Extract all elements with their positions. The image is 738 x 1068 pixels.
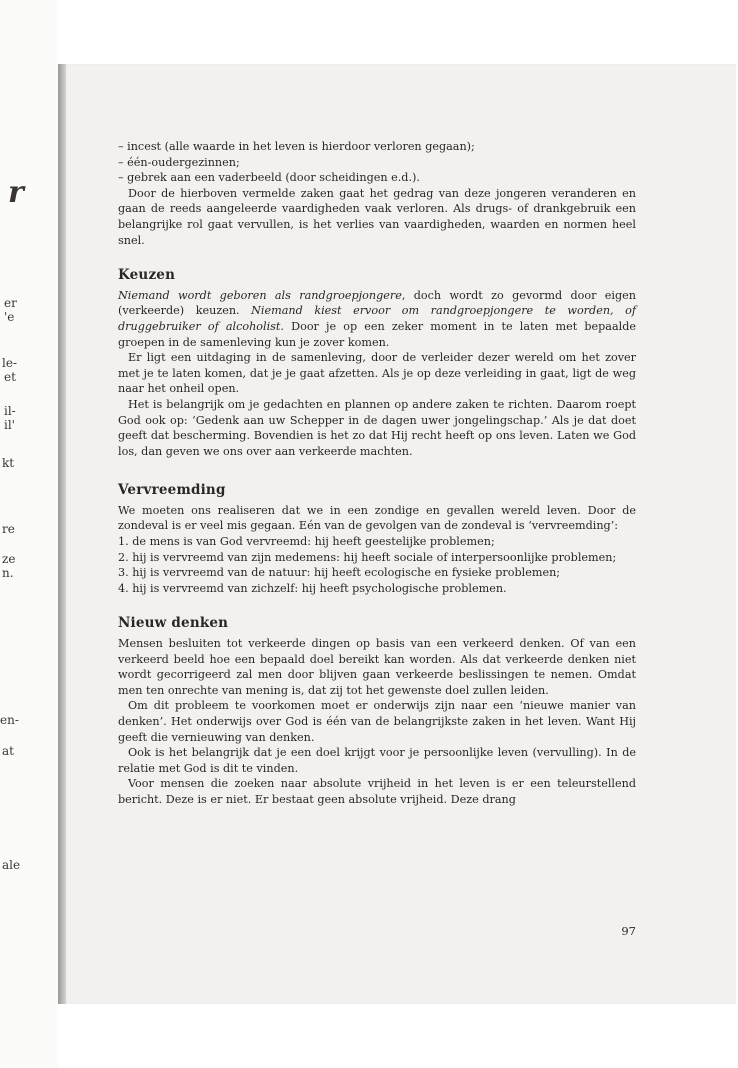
- facing-page-fragment: r: [8, 175, 24, 210]
- facing-page-fragment: 'e: [4, 310, 15, 324]
- facing-page-strip: [0, 0, 58, 1068]
- list-item: – gebrek aan een vaderbeeld (door scheidingen e.d.).: [118, 171, 420, 185]
- list-item: 4. hij is vervreemd van zichzelf: hij heeft psychologische problemen.: [118, 581, 507, 595]
- intro-list: [118, 139, 636, 186]
- list-item: – één-oudergezinnen;: [118, 155, 240, 169]
- facing-page-fragment: ze: [2, 552, 16, 566]
- facing-page-fragment: at: [2, 744, 14, 758]
- body-text: , doch wordt zo gevormd door eigen (verkeerde) keuzen.: [118, 288, 636, 318]
- facing-page-fragment: et: [4, 370, 16, 384]
- facing-page-fragment: le-: [2, 356, 17, 370]
- page-number: 97: [621, 924, 636, 938]
- facing-page-fragment: n.: [2, 566, 14, 580]
- list-item: – incest (alle waarde in het leven is hierdoor verloren gegaan);: [118, 140, 475, 153]
- section-heading-keuzen: Keuzen: [118, 267, 176, 284]
- facing-page-fragment: il': [4, 418, 15, 432]
- nieuw-denken-paragraph-2: Om dit probleem te voorkomen moet er onderwijs zijn naar een ‘nieuwe manier van denken’. Het onderwijs over God is één van de belangrijkste zaken in het leven. Want Hij geeft die vernieuwing van denken.: [118, 699, 636, 744]
- nieuw-denken-paragraph-4: Voor mensen die zoeken naar absolute vrijheid in het leven is er een teleurstellend bericht. Deze is er niet. Er bestaat geen absolute vrijheid. Deze drang: [118, 777, 636, 806]
- keuzen-paragraph-1: [118, 288, 636, 350]
- nieuw-denken-paragraph-1: Mensen besluiten tot verkeerde dingen op basis van een verkeerd denken. Of van een verkeerd beeld hoe een bepaald doel bereikt kan worden. Als dat verkeerde denken niet wordt gecorrigeerd zal men door blijven gaan verkeerde beslissingen te nemen. Omdat men ten onrechte van mening is, dat zij tot het gewenste doel zullen leiden.: [118, 637, 636, 697]
- facing-page-fragment: er: [4, 296, 17, 310]
- facing-page-fragment: en-: [0, 713, 19, 727]
- facing-page-fragment: il-: [4, 404, 16, 418]
- emphasis-text: Niemand kiest ervoor om randgroepjongere te worden, of druggebruiker of alcoholist.: [118, 304, 636, 333]
- list-item: 1. de mens is van God vervreemd: hij heeft geestelijke problemen;: [118, 535, 495, 549]
- page-body: [118, 139, 636, 808]
- keuzen-paragraph-3: Het is belangrijk om je gedachten en plannen op andere zaken te richten. Daarom roept God ook op: ‘Gedenk aan uw Schepper in de dagen uwer jongelingschap.’ Als je dat doet geeft dat bescherming. Bovendien is het zo dat Hij recht heeft op ons leven. Laten we God los, dan geven we ons over aan verkeerde machten.: [118, 397, 636, 458]
- list-item: 2. hij is vervreemd van zijn medemens: hij heeft sociale of interpersoonlijke problemen;: [118, 550, 617, 564]
- body-text: Door je op een zeker moment in te laten met bepaalde groepen in de samenleving kun je zover komen.: [118, 319, 637, 349]
- vervreemding-intro: We moeten ons realiseren dat we in een zondige en gevallen wereld leven. Door de zondeval is er veel mis gegaan. Eén van de gevolgen van de zondeval is ‘vervreemding’:: [118, 503, 636, 533]
- section-heading-vervreemding: Vervreemding: [118, 482, 226, 499]
- nieuw-denken-paragraph-3: Ook is het belangrijk dat je een doel krijgt voor je persoonlijke leven (vervulling). In de relatie met God is dit te vinden.: [118, 746, 636, 775]
- book-spine-shadow: [58, 64, 66, 1004]
- emphasis-text: Niemand wordt geboren als randgroepjongere: [118, 288, 402, 302]
- vervreemding-list: [118, 534, 636, 596]
- list-item: 3. hij is vervreemd van de natuur: hij heeft ecologische en fysieke problemen;: [118, 566, 561, 580]
- facing-page-fragment: kt: [2, 456, 15, 470]
- section-heading-nieuw-denken: Nieuw denken: [118, 615, 229, 632]
- facing-page-fragment: ale: [2, 858, 21, 872]
- keuzen-paragraph-2: Er ligt een uitdaging in de samenleving, door de verleider dezer wereld om het zover met je te laten komen, dat je je gaat afzetten. Als je op deze verleiding in gaat, ligt de weg naar het onheil open.: [118, 351, 636, 396]
- intro-paragraph: Door de hierboven vermelde zaken gaat het gedrag van deze jongeren veranderen en gaan de reeds aangeleerde vaardigheden vaak verloren. Als drugs- of drankgebruik een belangrijke rol gaat vervullen, is het verlies van vaardigheden, waarden en normen heel snel.: [118, 186, 636, 247]
- facing-page-fragment: re: [2, 522, 15, 536]
